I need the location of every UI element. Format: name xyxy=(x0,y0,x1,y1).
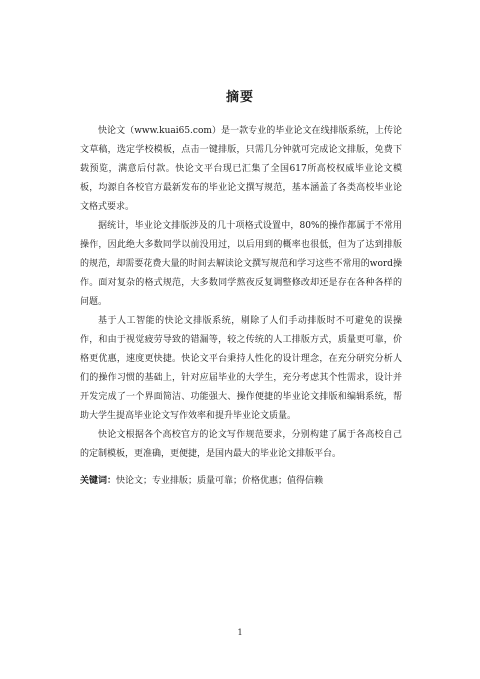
abstract-paragraph-2: 据统计，毕业论文排版涉及的几十项格式设置中，80%的操作都属于不常用操作，因此绝大多数同学以前没用过，以后用到的概率也很低，但为了达到排版的规范，却需要花费大量的时间去解读论文撰写规范和学习这些不常用的word操作。面对复杂的格式规范，大多数同学熬夜反复调整修改却还是存在各种各样的问题。 xyxy=(80,221,402,307)
keywords-line xyxy=(80,472,402,491)
abstract-paragraph-1: 快论文（www.kuai65.com）是一款专业的毕业论文在线排版系统，上传论文草稿，选定学校模板，点击一键排版，只需几分钟就可完成论文排版，免费下载预览，满意后付款。快论文平台现已汇集了全国617所高校权威毕业论文模板，均源自各校官方最新发布的毕业论文撰写规范，基本涵盖了各类高校毕业论文格式要求。 xyxy=(80,126,402,212)
abstract-body xyxy=(80,122,402,491)
page-number: 1 xyxy=(237,628,243,637)
keywords-text: 快论文；专业排版；质量可靠；价格优惠；值得信赖 xyxy=(116,476,324,486)
abstract-paragraph-4: 快论文根据各个高校官方的论文写作规范要求，分别构建了属于各高校自己的定制模板，更准确，更便捷，是国内最大的毕业论文排版平台。 xyxy=(80,430,402,459)
abstract-paragraph-3: 基于人工智能的快论文排版系统，剔除了人们手动排版时不可避免的误操作，和由于视觉疲劳导致的错漏等，较之传统的人工排版方式，质量更可靠，价格更优惠，速度更快捷。快论文平台秉持人性化的设计理念，在充分研究分析人们的操作习惯的基础上，针对应届毕业的大学生，充分考虑其个性需求，设计并开发完成了一个界面简洁、功能强大、操作便捷的毕业论文排版和编辑系统，帮助大学生提高毕业论文写作效率和提升毕业论文质量。 xyxy=(80,316,402,421)
page-title: 摘要 xyxy=(225,90,254,105)
keywords-label: 关键词： xyxy=(80,476,117,486)
